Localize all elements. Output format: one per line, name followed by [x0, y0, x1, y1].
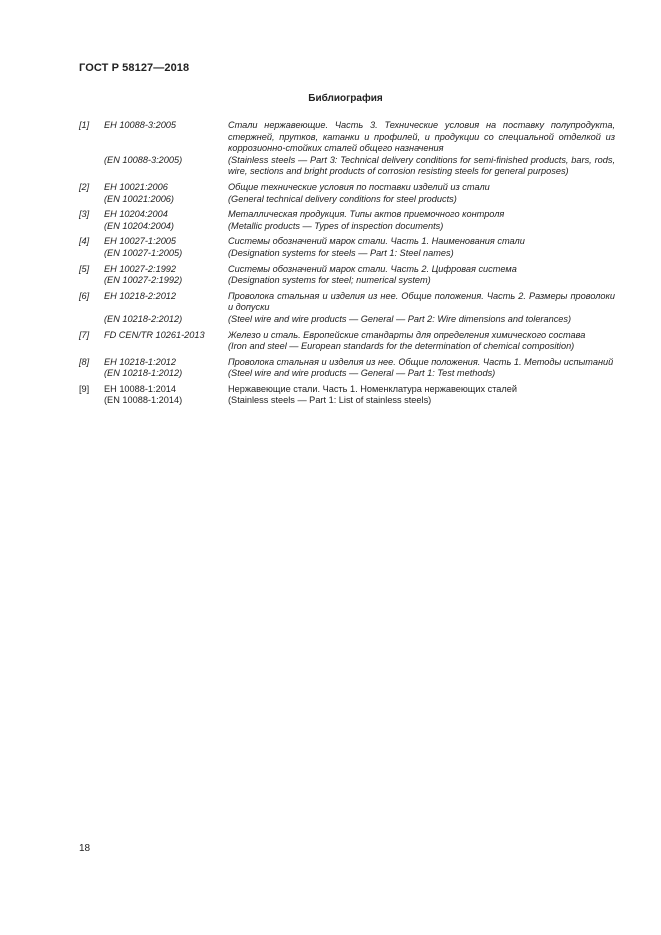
entry-number: [9]	[79, 383, 90, 394]
entry-standard-en: (EN 10027-1:2005)	[104, 247, 183, 258]
entry-title-en: (Designation systems for steels — Part 1: Steel names)	[228, 247, 454, 258]
entry-number: [5]	[79, 263, 90, 274]
entry-standard-en: (EN 10021:2006)	[104, 193, 174, 204]
bibliography-entry-1	[79, 120, 615, 178]
bibliography-entry-4	[79, 236, 615, 259]
page-number: 18	[79, 843, 91, 854]
entry-standard: ЕН 10088-1:2014	[104, 383, 177, 394]
entry-title-ru: Нержавеющие стали. Часть 1. Номенклатура нержавеющих сталей	[228, 383, 518, 394]
entry-number: [7]	[79, 329, 90, 340]
bibliography-entry-7	[79, 330, 615, 353]
bibliography-entry-8	[79, 357, 615, 380]
entry-number: [6]	[79, 290, 90, 301]
entry-number: [4]	[79, 236, 90, 247]
entry-title-ru: Проволока стальная и изделия из нее. Общие положения. Часть 1. Методы испытаний	[228, 356, 614, 367]
bibliography-entry-2	[79, 182, 615, 205]
entry-standard: ЕН 10218-1:2012	[104, 356, 177, 367]
entry-number: [1]	[79, 120, 90, 130]
entry-standard: ЕН 10027-1:2005	[104, 236, 177, 247]
entry-number: [2]	[79, 181, 90, 192]
entry-title-en: (Iron and steel — European standards for the determination of chemical composition)	[228, 341, 575, 352]
entry-title-ru: Системы обозначений марок стали. Часть 2. Цифровая система	[228, 263, 517, 274]
bibliography-list	[79, 120, 615, 411]
entry-standard-en	[104, 341, 228, 353]
entry-title-ru: Железо и сталь. Европейские стандарты для определения химического состава	[228, 329, 586, 340]
entry-title-en: (Metallic products — Types of inspection documents)	[228, 220, 444, 231]
entry-title-en: (Stainless steels — Part 1: List of stainless steels)	[228, 395, 432, 406]
entry-standard-en: (EN 10204:2004)	[104, 220, 174, 231]
bibliography-entry-5	[79, 264, 615, 287]
bibliography-entry-6	[79, 291, 615, 326]
entry-title-en: (General technical delivery conditions for steel products)	[228, 193, 457, 204]
entry-standard: ЕН 10027-2:1992	[104, 263, 177, 274]
entry-standard: FD CEN/TR 10261-2013	[104, 329, 205, 340]
bibliography-entry-3	[79, 209, 615, 232]
entry-standard-en: (EN 10088-3:2005)	[104, 154, 183, 165]
entry-title-en: (Stainless steels — Part 3: Technical delivery conditions for semi-finished products, bars, rods, wire, sections and bright products of corrosion resisting steels for general purposes)	[228, 154, 615, 177]
entry-standard-en: (EN 10027-2:1992)	[104, 275, 183, 286]
page-title: Библиография	[308, 93, 383, 104]
entry-title-ru: Проволока стальная и изделия из нее. Общие положения. Часть 2. Размеры проволоки и допуски	[228, 290, 615, 313]
entry-title-en: (Steel wire and wire products — General — Part 1: Test methods)	[228, 368, 496, 379]
entry-standard: ЕН 10204:2004	[104, 209, 168, 220]
entry-standard-en: (EN 10218-1:2012)	[104, 368, 183, 379]
entry-title-ru: Стали нержавеющие. Часть 3. Технические условия на поставку полупродукта, стержней, прутков, катанки и профилей, и продукции со специальной отделкой из коррозионно-стойких сталей общего назначения	[228, 120, 615, 154]
entry-title-ru: Общие технические условия по поставки изделий из стали	[228, 181, 490, 192]
entry-title-ru: Металлическая продукция. Типы актов приемочного контроля	[228, 209, 505, 220]
entry-standard: ЕН 10218-2:2012	[104, 290, 177, 301]
entry-title-en: (Designation systems for steel; numerical system)	[228, 275, 431, 286]
entry-title-ru: Системы обозначений марок стали. Часть 1. Наименования стали	[228, 236, 525, 247]
document-header: ГОСТ Р 58127—2018	[79, 62, 190, 74]
entry-number: [8]	[79, 356, 90, 367]
entry-standard-en: (EN 10088-1:2014)	[104, 395, 183, 406]
bibliography-entry-9	[79, 384, 615, 407]
entry-standard: ЕН 10088-3:2005	[104, 120, 177, 130]
entry-standard-en: (EN 10218-2:2012)	[104, 313, 183, 324]
entry-standard: ЕН 10021:2006	[104, 181, 168, 192]
entry-number: [3]	[79, 209, 90, 220]
entry-title-en: (Steel wire and wire products — General — Part 2: Wire dimensions and tolerances)	[228, 313, 572, 324]
